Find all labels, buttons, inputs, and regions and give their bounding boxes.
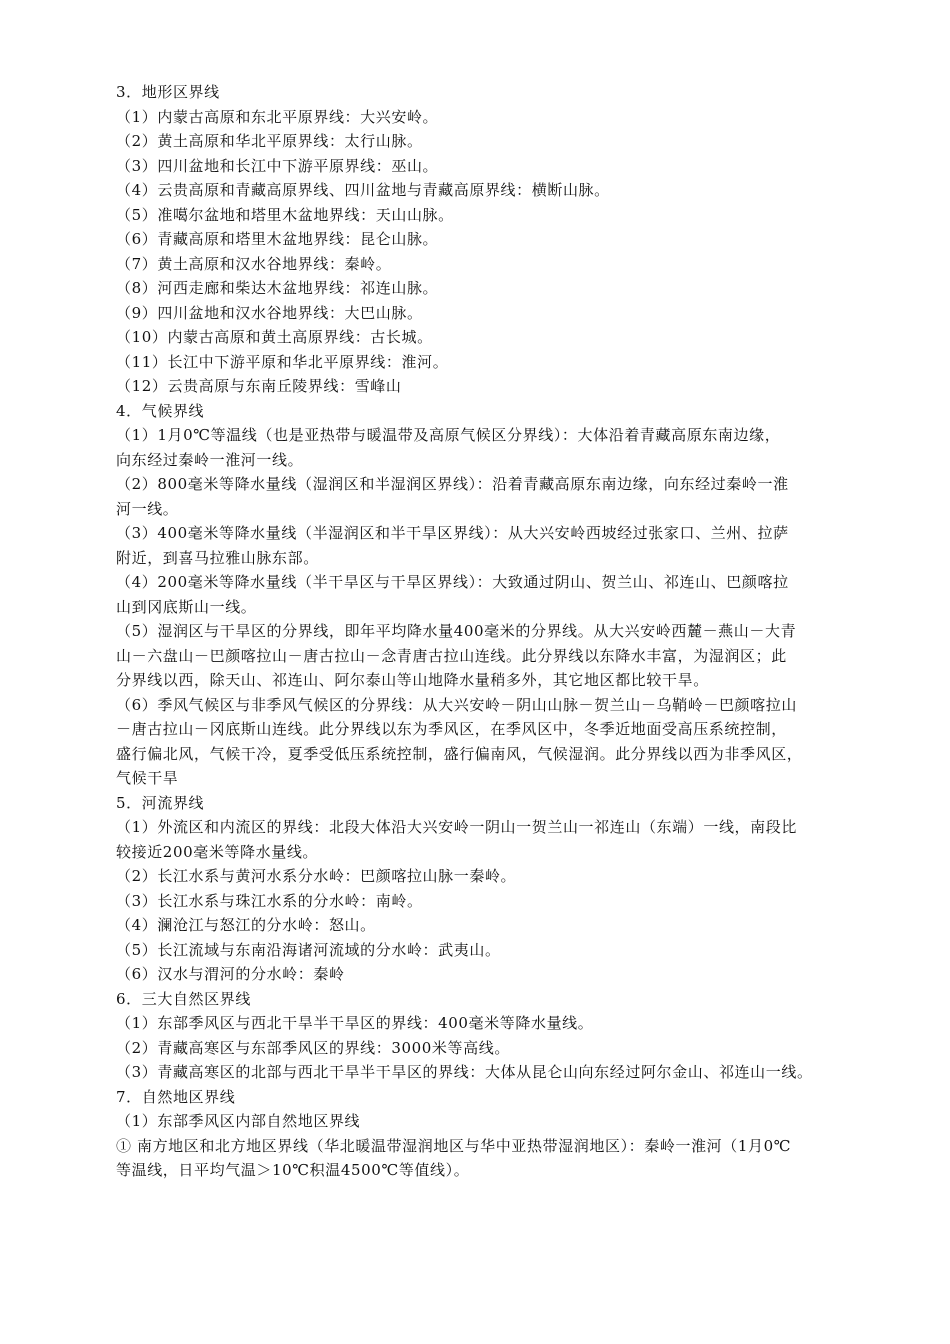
text-line: 较接近200毫米等降水量线。 — [116, 842, 319, 861]
text-line: （4）澜沧江与怒江的分水岭：怒山。 — [116, 916, 376, 934]
text-line: （6）季风气候区与非季风气候区的分界线：从大兴安岭－阴山山脉－贺兰山－乌鞘岭－巴颜喀拉山 — [116, 695, 797, 714]
text-line: （2）长江水系与黄河水系分水岭：巴颜喀拉山脉一秦岭。 — [116, 867, 517, 885]
text-line: （6）汉水与渭河的分水岭：秦岭 — [116, 965, 345, 983]
text-line: （2）800毫米等降水量线（湿润区和半湿润区界线）：沿着青藏高原东南边缘，向东经过秦岭一淮 — [116, 475, 789, 493]
text-line: 气候干旱 — [116, 769, 179, 787]
section-heading-climate: 4．气候界线 — [116, 401, 205, 420]
text-line: 附近，到喜马拉雅山脉东部。 — [116, 548, 319, 567]
text-line: （6）青藏高原和塔里木盆地界线：昆仑山脉。 — [116, 230, 439, 248]
text-line: 等温线，日平均气温＞10℃积温4500℃等值线）。 — [116, 1161, 470, 1179]
text-line: （8）河西走廊和柴达木盆地界线：祁连山脉。 — [116, 279, 439, 297]
text-line: （1）东部季风区内部自然地区界线 — [116, 1112, 361, 1130]
section-heading-rivers: 5．河流界线 — [116, 793, 205, 812]
text-line: －唐古拉山－冈底斯山连线。此分界线以东为季风区，在季风区中，冬季近地面受高压系统控制， — [116, 720, 787, 738]
text-line: 山－六盘山－巴颜喀拉山－唐古拉山－念青唐古拉山连线。此分界线以东降水丰富，为湿润区；此 — [116, 646, 787, 665]
text-line: （9）四川盆地和汉水谷地界线：大巴山脉。 — [116, 303, 423, 322]
text-line: 向东经过秦岭一淮河一线。 — [116, 450, 304, 469]
text-line: （1）内蒙古高原和东北平原界线：大兴安岭。 — [116, 107, 439, 126]
text-line: （2）青藏高寒区与东部季风区的界线：3000米等高线。 — [116, 1038, 510, 1057]
section-heading-natural-regions: 6．三大自然区界线 — [116, 989, 251, 1008]
section-heading-natural-areas: 7．自然地区界线 — [116, 1087, 236, 1106]
text-line: （1）东部季风区与西北干旱半干旱区的界线：400毫米等降水量线。 — [116, 1014, 594, 1032]
text-line: （1）外流区和内流区的界线：北段大体沿大兴安岭一阴山一贺兰山一祁连山（东端）一线，南段比 — [116, 818, 797, 836]
text-line: （4）云贵高原和青藏高原界线、四川盆地与青藏高原界线：横断山脉。 — [116, 181, 610, 199]
text-line: （10）内蒙古高原和黄土高原界线：古长城。 — [116, 328, 433, 346]
document-body — [116, 80, 846, 1183]
text-line: （7）黄土高原和汉水谷地界线：秦岭。 — [116, 254, 392, 273]
text-line: （1）1月0℃等温线（也是亚热带与暖温带及高原气候区分界线）：大体沿着青藏高原东南边缘， — [116, 426, 781, 444]
text-line: （5）湿润区与干旱区的分界线，即年平均降水量400毫米的分界线。从大兴安岭西麓－燕山－大青 — [116, 622, 797, 640]
text-line: （3）400毫米等降水量线（半湿润区和半干旱区界线）：从大兴安岭西坡经过张家口、兰州、拉萨 — [116, 524, 789, 542]
text-line: （2）黄土高原和华北平原界线：太行山脉。 — [116, 132, 423, 150]
text-line: 盛行偏北风，气候干冷，夏季受低压系统控制，盛行偏南风，气候湿润。此分界线以西为非季风区， — [116, 744, 803, 763]
text-line: （3）长江水系与珠江水系的分水岭：南岭。 — [116, 891, 423, 910]
text-line: （3）青藏高寒区的北部与西北干旱半干旱区的界线：大体从昆仑山向东经过阿尔金山、祁连山一线。 — [116, 1063, 813, 1081]
text-line: （4）200毫米等降水量线（半干旱区与干旱区界线）：大致通过阴山、贺兰山、祁连山、巴颜喀拉 — [116, 573, 789, 591]
text-line: （5）准噶尔盆地和塔里木盆地界线：天山山脉。 — [116, 205, 454, 224]
section-heading-landform: 3．地形区界线 — [116, 83, 220, 101]
text-line: 河一线。 — [116, 499, 179, 518]
text-line: （12）云贵高原与东南丘陵界线：雪峰山 — [116, 377, 402, 395]
text-line: 分界线以西，除天山、祁连山、阿尔泰山等山地降水量稍多外，其它地区都比较干旱。 — [116, 671, 709, 689]
text-line: （5）长江流域与东南沿海诸河流域的分水岭：武夷山。 — [116, 940, 501, 959]
text-line: （3）四川盆地和长江中下游平原界线：巫山。 — [116, 156, 439, 175]
text-line: ① 南方地区和北方地区界线（华北暖温带湿润地区与华中亚热带湿润地区）：秦岭一淮河（1月0℃ — [116, 1136, 792, 1155]
text-line: （11）长江中下游平原和华北平原界线：淮河。 — [116, 352, 449, 371]
text-line: 山到冈底斯山一线。 — [116, 597, 257, 616]
